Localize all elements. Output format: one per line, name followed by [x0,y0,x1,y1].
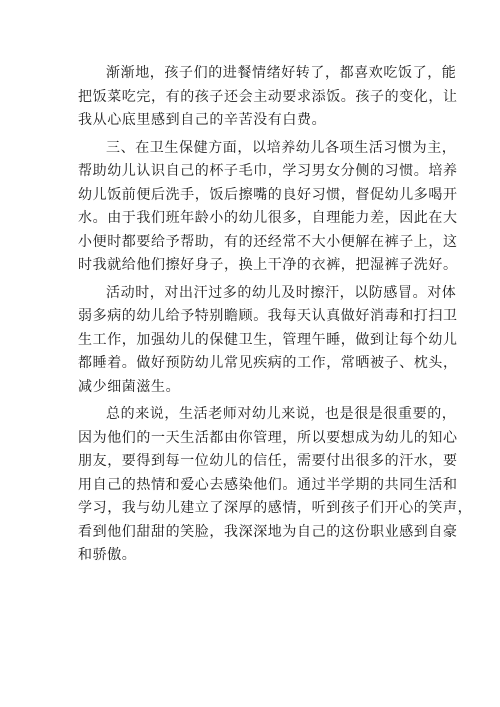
text-line: 幼儿饭前便后洗手，饭后擦嘴的良好习惯，督促幼儿多喝开 [78,186,458,203]
text-line: 水。由于我们班年龄小的幼儿很多，自理能力差，因此在大 [78,210,458,226]
document-body [78,62,473,572]
text-line: 减少细菌滋生。 [78,378,181,395]
text-line: 用自己的热情和爱心去感染他们。通过半学期的共同生活和 [78,476,458,493]
text-line: 朋友，要得到每一位幼儿的信任，需要付出很多的汗水，要 [78,453,458,469]
paragraph-eating-progress [78,62,458,133]
text-line: 我从心底里感到自己的辛苦没有白费。 [78,112,327,128]
text-line: 生工作，加强幼儿的保健卫生，管理午睡，做到让每个幼儿 [78,331,458,348]
text-line: 活动时，对出汗过多的幼儿及时擦汗，以防感冒。对体 [106,284,457,301]
text-line: 时我就给他们擦好身子，换上干净的衣裤，把湿裤子洗好。 [78,257,458,273]
text-line: 小便时都要给予帮助，有的还经常不大小便解在裤子上，这 [78,233,458,250]
text-line: 渐渐地，孩子们的进餐情绪好转了，都喜欢吃饭了，能 [106,65,457,81]
text-line: 把饭菜吃完，有的孩子还会主动要求添饭。孩子的变化，让 [78,88,458,105]
text-line: 三、在卫生保健方面，以培养幼儿各项生活习惯为主， [106,139,457,156]
text-line: 学习，我与幼儿建立了深厚的感情，听到孩子们开心的笑声， [78,500,473,516]
text-line: 帮助幼儿认识自己的杯子毛巾，学习男女分侧的习惯。培养 [78,163,458,179]
text-line: 因为他们的一天生活都由你管理，所以要想成为幼儿的知心 [78,429,458,446]
text-line: 都睡着。做好预防幼儿常见疾病的工作，常晒被子、枕头， [78,355,458,371]
text-line: 看到他们甜甜的笑脸，我深深地为自己的这份职业感到自豪 [78,523,458,540]
paragraph-summary [78,403,473,568]
text-line: 弱多病的幼儿给予特别瞻顾。我每天认真做好消毒和打扫卫 [78,308,458,324]
text-line: 总的来说，生活老师对幼儿来说，也是很是很重要的， [106,406,457,422]
paragraph-activity-care [78,282,458,400]
text-line: 和骄傲。 [78,547,137,563]
paragraph-hygiene-care [78,137,458,278]
